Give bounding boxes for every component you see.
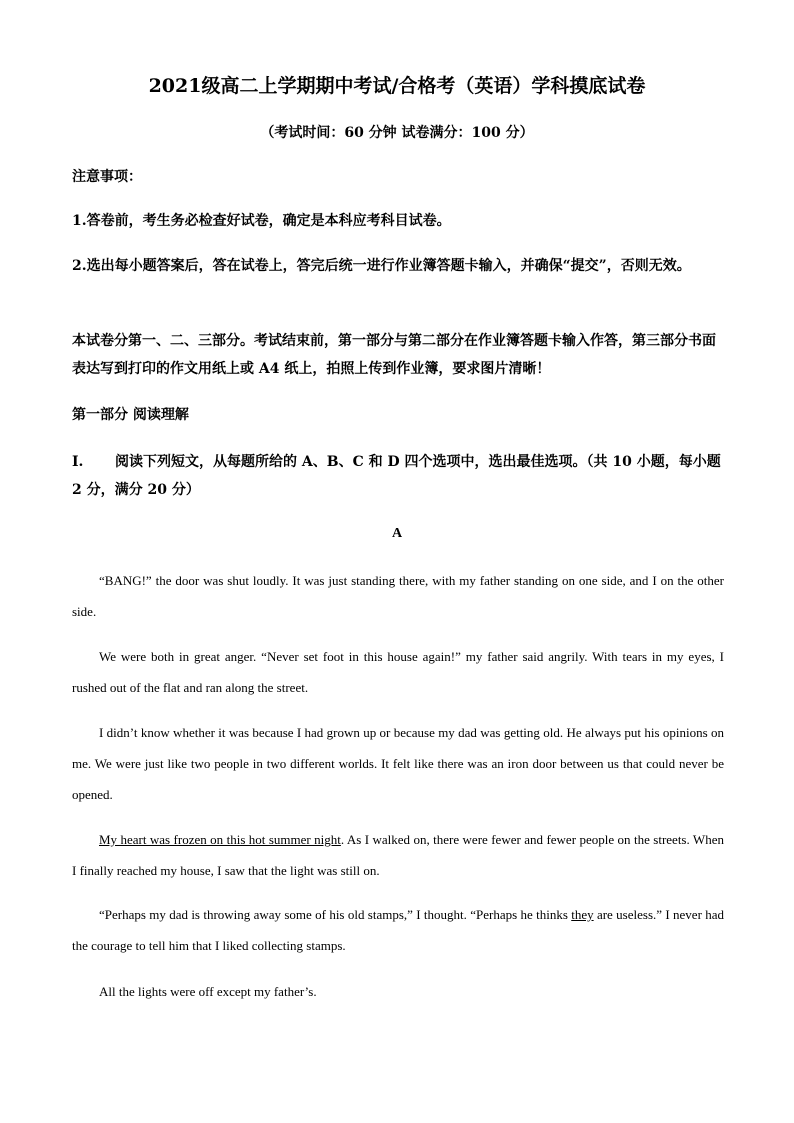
passage-paragraph-6: All the lights were off except my father’s.	[99, 984, 317, 999]
underlined-sentence: My heart was frozen on this hot summer night	[99, 832, 341, 847]
section-text: 阅读下列短文，从每题所给的 A、B、C 和 D 四个选项中，选出最佳选项。（共 10 小题，每小题 2 分，满分 20 分）	[72, 454, 721, 498]
passage-paragraph-3: I didn’t know whether it was because I had grown up or because my dad was getting old. He always put his opinions on me. We were just like two people in two different worlds. It felt like there was an iron door between us that could never be opened.	[72, 725, 724, 802]
notes-heading: 注意事项：	[72, 169, 142, 185]
paragraph-4-rest: . As I walked on, there were fewer and fewer people on the streets. When I finally reached my house, I saw that the light was still on.	[72, 832, 724, 878]
section-number: I.	[72, 454, 84, 470]
note-item-2: 2.选出每小题答案后，答在试卷上，答完后统一进行作业簿答题卡输入，并确保“提交”，否则无效。	[72, 258, 691, 274]
paragraph-5-part-b: are useless.” I never had the courage to tell him that I liked collecting stamps.	[72, 907, 725, 953]
note-item-1: 1.答卷前，考生务必检查好试卷，确定是本科应考科目试卷。	[72, 213, 451, 229]
structure-note: 本试卷分第一、二、三部分。考试结束前，第一部分与第二部分在作业簿答题卡输入作答，第三部分书面表达写到打印的作文用纸上或 A4 纸上，拍照上传到作业簿，要求图片清晰！	[72, 333, 716, 377]
passage-paragraph-5	[72, 899, 724, 961]
passage-paragraph-4	[72, 824, 724, 886]
exam-time-info: （考试时间：60 分钟 试卷满分：100 分）	[260, 125, 534, 141]
passage-paragraph-2: We were both in great anger. “Never set foot in this house again!” my father said angrily. With tears in my eyes, I rushed out of the flat and ran along the street.	[72, 649, 724, 695]
paragraph-5-part-a: “Perhaps my dad is throwing away some of his old stamps,” I thought. “Perhaps he thinks	[99, 907, 572, 922]
part1-heading: 第一部分 阅读理解	[72, 407, 189, 423]
underlined-word-they: they	[571, 907, 594, 922]
section-instruction	[72, 448, 724, 504]
exam-title: 2021级高二上学期期中考试/合格考（英语）学科摸底试卷	[148, 75, 646, 97]
passage-letter: A	[391, 526, 403, 541]
passage-paragraph-1: “BANG!” the door was shut loudly. It was just standing there, with my father standing on one side, and I on the other side.	[72, 573, 724, 619]
